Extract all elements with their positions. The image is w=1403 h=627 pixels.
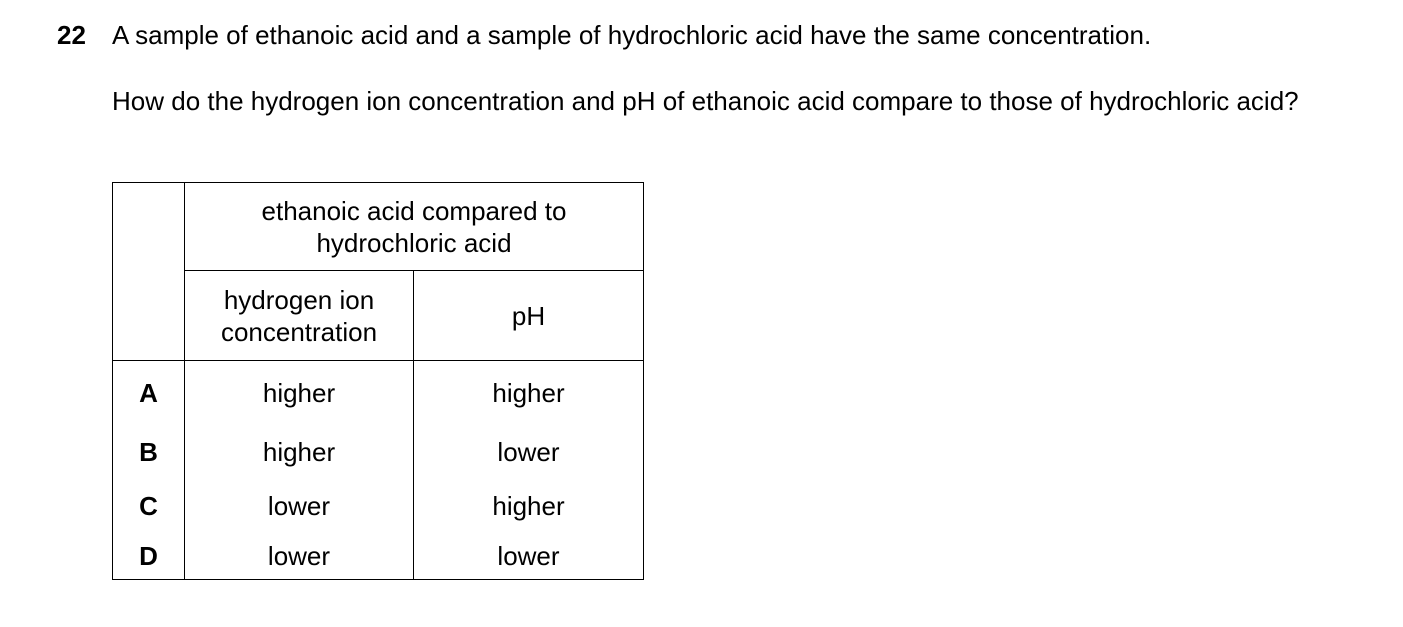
column-header-ph: pH xyxy=(414,271,644,361)
question-prompt: How do the hydrogen ion concentration and pH of ethanoic acid compare to those of hydrochloric acid? xyxy=(112,86,1299,116)
group-header-text: ethanoic acid compared to hydrochloric acid xyxy=(261,195,567,258)
question-stem: A sample of ethanoic acid and a sample of hydrochloric acid have the same concentration. xyxy=(112,20,1152,50)
ph-cell: lower xyxy=(414,533,644,580)
ph-cell: lower xyxy=(414,425,644,479)
table-subheader-row xyxy=(113,271,644,361)
ph-cell: higher xyxy=(414,361,644,425)
option-key: C xyxy=(113,479,185,533)
blank-corner-cell xyxy=(113,183,185,271)
column-header-hydrogen-ion: hydrogen ion concentration xyxy=(185,271,414,361)
table-header-row xyxy=(113,183,644,271)
table-row xyxy=(113,425,644,479)
table-row xyxy=(113,479,644,533)
blank-subheader-cell xyxy=(113,271,185,361)
hydrogen-ion-cell: lower xyxy=(185,533,414,580)
group-header-cell xyxy=(185,183,644,271)
table-row xyxy=(113,361,644,425)
question-number: 22 xyxy=(57,20,86,50)
answer-options-table xyxy=(112,182,644,580)
table-row xyxy=(113,533,644,580)
hydrogen-ion-cell: higher xyxy=(185,361,414,425)
hydrogen-ion-cell: lower xyxy=(185,479,414,533)
ph-cell: higher xyxy=(414,479,644,533)
option-key: D xyxy=(113,533,185,580)
option-key: A xyxy=(113,361,185,425)
hydrogen-ion-cell: higher xyxy=(185,425,414,479)
option-key: B xyxy=(113,425,185,479)
